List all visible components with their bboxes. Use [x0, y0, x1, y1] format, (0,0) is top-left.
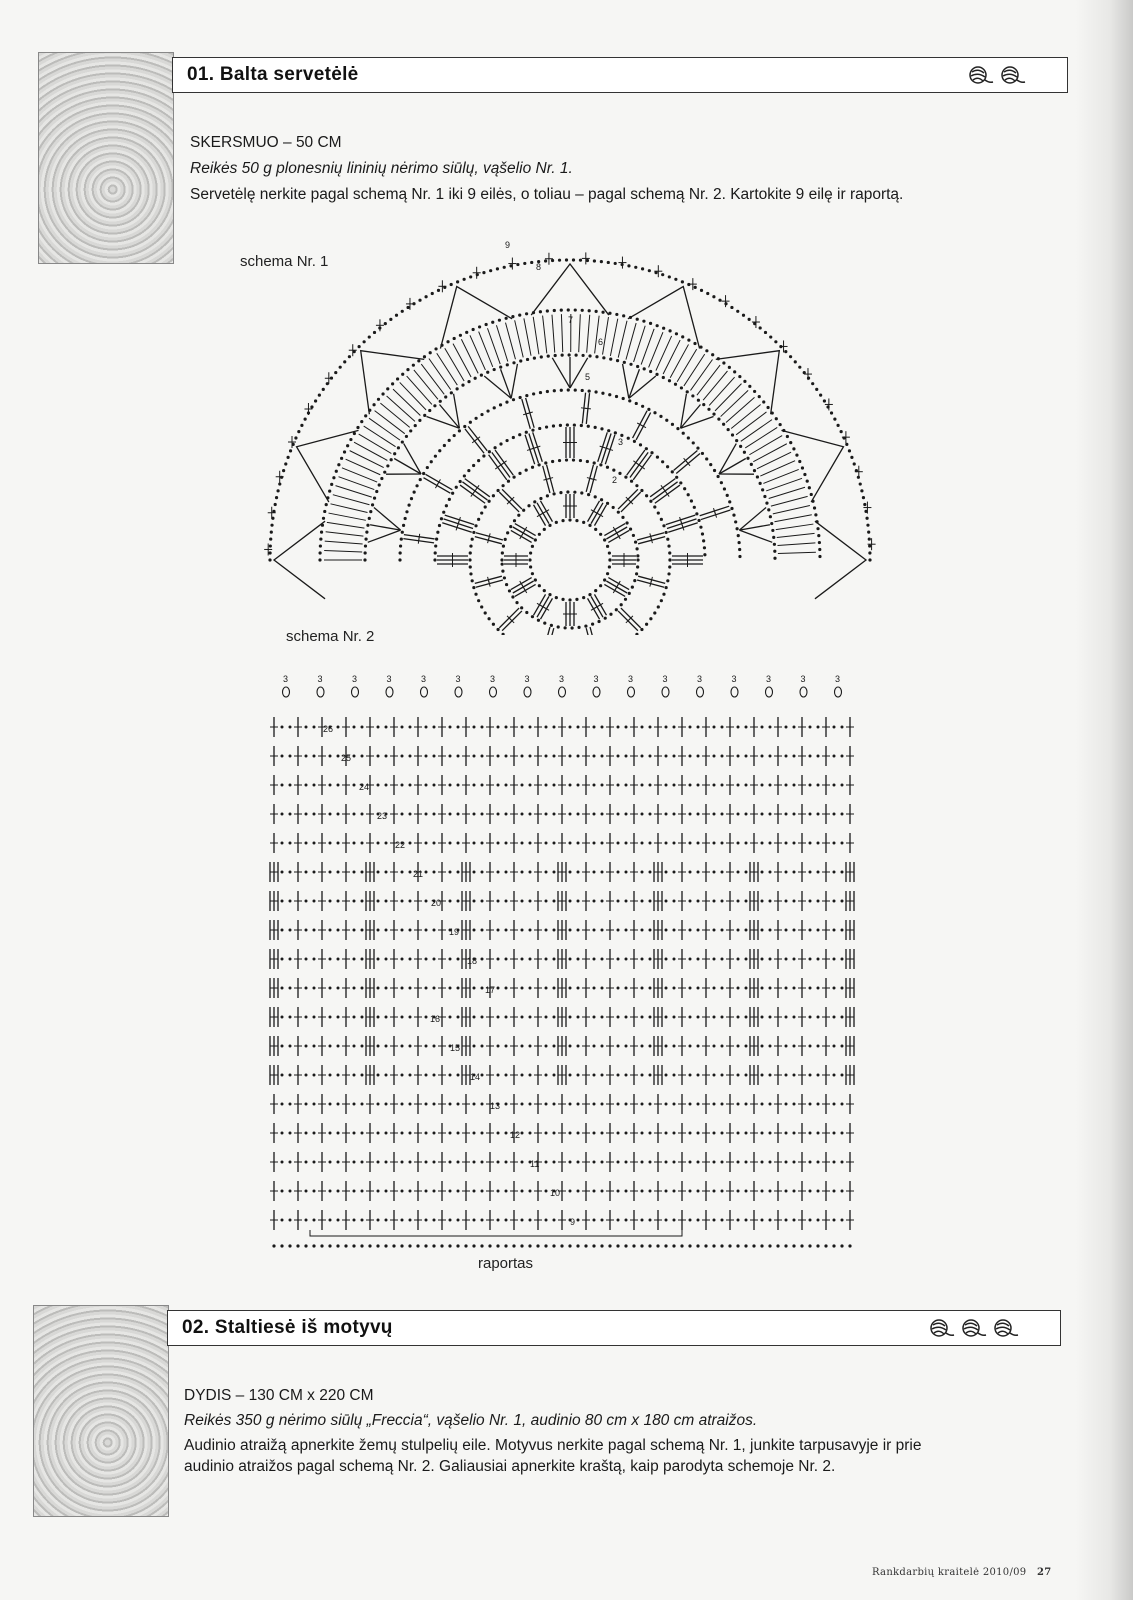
yarn-ball-icon: [928, 1317, 1028, 1339]
footer-magazine: Rankdarbių kraitelė 2010/09: [872, 1567, 1027, 1578]
schema2-picot-count: 3: [490, 674, 496, 684]
yarn-ball-icon: [967, 64, 1037, 86]
schema2-picot-count: 3: [800, 674, 806, 684]
schema2-row-number: 10: [550, 1188, 561, 1198]
repeat-label: raportas: [478, 1255, 534, 1272]
page-fold-shadow: [1075, 0, 1133, 1600]
schema2-row-number: 14: [470, 1072, 481, 1082]
doily-photo: [38, 52, 174, 264]
schema2-picot-count: 3: [386, 674, 392, 684]
schema2-row-number: 17: [485, 985, 496, 995]
schema2-row-number: 13: [490, 1101, 501, 1111]
schema2-picot-count: 3: [662, 674, 668, 684]
schema2-row-number: 26: [323, 724, 334, 734]
schema2-row-number: 20: [431, 898, 442, 908]
schema2-label: schema Nr. 2: [286, 628, 375, 645]
schema2-picot-count: 3: [524, 674, 530, 684]
schema2-picot-count: 3: [455, 674, 461, 684]
schema2-row-number: 25: [341, 753, 352, 763]
section2-size: DYDIS – 130 CM x 220 CM: [184, 1387, 374, 1404]
section1-title: 01. Balta servetėlė: [187, 64, 359, 85]
section1-title-bar: [172, 57, 1068, 93]
schema2-picot-count: 3: [697, 674, 703, 684]
schema1-row-number: 7: [568, 315, 574, 325]
section1-materials: Reikės 50 g plonesnių lininių nėrimo siūlų, vąšelio Nr. 1.: [190, 160, 573, 177]
footer-page-number: 27: [1037, 1567, 1052, 1578]
section2-title: 02. Staltiesė iš motyvų: [182, 1317, 393, 1338]
tablecloth-photo: [33, 1305, 169, 1517]
schema2-row-number: 9: [570, 1217, 576, 1227]
schema2-picot-count: 3: [766, 674, 772, 684]
schema2-picot-count: 3: [835, 674, 841, 684]
schema2-picot-count: 3: [559, 674, 565, 684]
section2-instructions: Audinio atraižą apnerkite žemų stulpelių eile. Motyvus nerkite pagal schemą Nr. 1, junkite tarpusavyje ir prie audinio atraižos pagal schemą Nr. 2. Galiausiai apnerkite kraštą, kaip parodyta schemoje Nr. 2.: [184, 1437, 922, 1475]
schema2-picot-count: 3: [352, 674, 358, 684]
schema2-picot-count: 3: [283, 674, 289, 684]
difficulty-rating: [967, 64, 1037, 91]
schema1-row-number: 2: [612, 475, 618, 485]
schema2-diagram: [260, 670, 900, 1270]
schema2-row-number: 18: [467, 956, 478, 966]
schema2-row-number: 16: [430, 1014, 441, 1024]
schema2-picot-count: 3: [317, 674, 323, 684]
section1-size: SKERSMUO – 50 CM: [190, 134, 342, 151]
schema2-row-number: 12: [510, 1130, 521, 1140]
section2-materials: Reikės 350 g nėrimo siūlų „Freccia“, vąšelio Nr. 1, audinio 80 cm x 180 cm atraižos.: [184, 1412, 758, 1429]
schema2-row-number: 24: [359, 782, 370, 792]
schema2-picot-count: 3: [628, 674, 634, 684]
schema2-row-number: 19: [449, 927, 460, 937]
section2-title-bar: [167, 1310, 1061, 1346]
schema2-row-number: 22: [395, 840, 406, 850]
schema1-row-number: 5: [585, 372, 591, 382]
schema1-row-number: 9: [505, 240, 511, 250]
section1-instructions: Servetėlę nerkite pagal schemą Nr. 1 iki 9 eilės, o toliau – pagal schemą Nr. 2. Kartokite 9 eilę ir raportą.: [190, 186, 904, 203]
schema2-row-number: 23: [377, 811, 388, 821]
schema2-picot-count: 3: [731, 674, 737, 684]
difficulty-rating: [928, 1317, 1028, 1344]
schema2-picot-count: 3: [421, 674, 427, 684]
schema1-row-number: 6: [598, 337, 604, 347]
schema2-row-number: 11: [530, 1159, 540, 1169]
schema2-row-number: 21: [413, 869, 424, 879]
schema1-row-number: 8: [536, 262, 542, 272]
schema2-row-number: 15: [450, 1043, 461, 1053]
schema1-diagram: [250, 225, 900, 635]
schema2-picot-count: 3: [593, 674, 599, 684]
schema1-row-number: 3: [618, 437, 624, 447]
schema1-label: schema Nr. 1: [240, 253, 329, 270]
